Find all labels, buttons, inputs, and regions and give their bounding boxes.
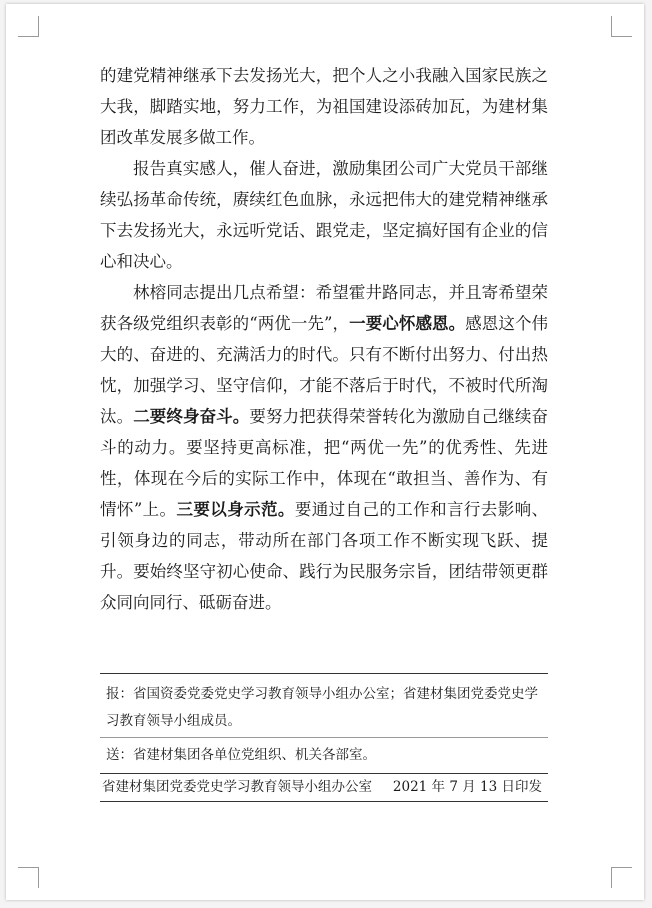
paragraph-2: 报告真实感人，催人奋进，激励集团公司广大党员干部继续弘扬革命传统，赓续红色血脉，永远把伟大的建党精神继承下去发扬光大，永远听党话、跟党走，坚定搞好国有企业的信心和决心。 xyxy=(100,159,548,271)
report-to: 报：省国资委党委党史学习教育领导小组办公室；省建材集团党委党史学习教育领导小组成员。 xyxy=(106,686,538,729)
send-to: 送：省建材集团各单位党组织、机关各部室。 xyxy=(100,737,548,769)
crop-mark-bottom-right xyxy=(611,867,632,888)
point-1-title: 一要心怀感恩。 xyxy=(349,314,466,333)
crop-mark-top-left xyxy=(18,16,39,37)
point-2-title: 二要终身奋斗。 xyxy=(133,407,250,426)
point-2-text: 要努力把获得荣誉转化为激励自己继续奋斗的动力。要坚持更高标准，把“两优一先”的优秀性、先进性，体现在今后的实际工作中，体现在“敢担当、善作为、有情怀”上。 xyxy=(100,407,549,519)
distribution-block xyxy=(100,673,548,802)
body-text xyxy=(100,60,548,618)
paragraph-1: 的建党精神继承下去发扬光大，把个人之小我融入国家民族之大我，脚踏实地，努力工作，为祖国建设添砖加瓦，为建材集团改革发展多做工作。 xyxy=(100,66,548,147)
paragraph-3 xyxy=(100,277,548,618)
issuer: 省建材集团党委党史学习教育领导小组办公室 xyxy=(102,779,372,795)
crop-mark-top-right xyxy=(611,16,632,37)
hopes-intro: 林榕同志提出几点希望：希望霍井路同志，并且寄希望荣获各级党组织表彰的“两优一先”， xyxy=(100,283,548,333)
point-3-title: 三要以身示范。 xyxy=(176,500,295,519)
point-3-text: 要通过自己的工作和言行去影响、引领身边的同志，带动所在部门各项工作不断实现飞跃、提升。要始终坚守初心使命、践行为民服务宗旨，团结带领更群众同向同行、砥砺奋进。 xyxy=(100,500,548,612)
issuer-row xyxy=(100,773,548,802)
issue-date: 2021 年 7 月 13 日印发 xyxy=(392,779,542,795)
crop-mark-bottom-left xyxy=(18,867,39,888)
point-1-text: 感恩这个伟大的、奋进的、充满活力的时代。只有不断付出努力、付出热忱，加强学习、坚守信仰，才能不落后于时代，不被时代所淘汰。 xyxy=(100,314,549,426)
